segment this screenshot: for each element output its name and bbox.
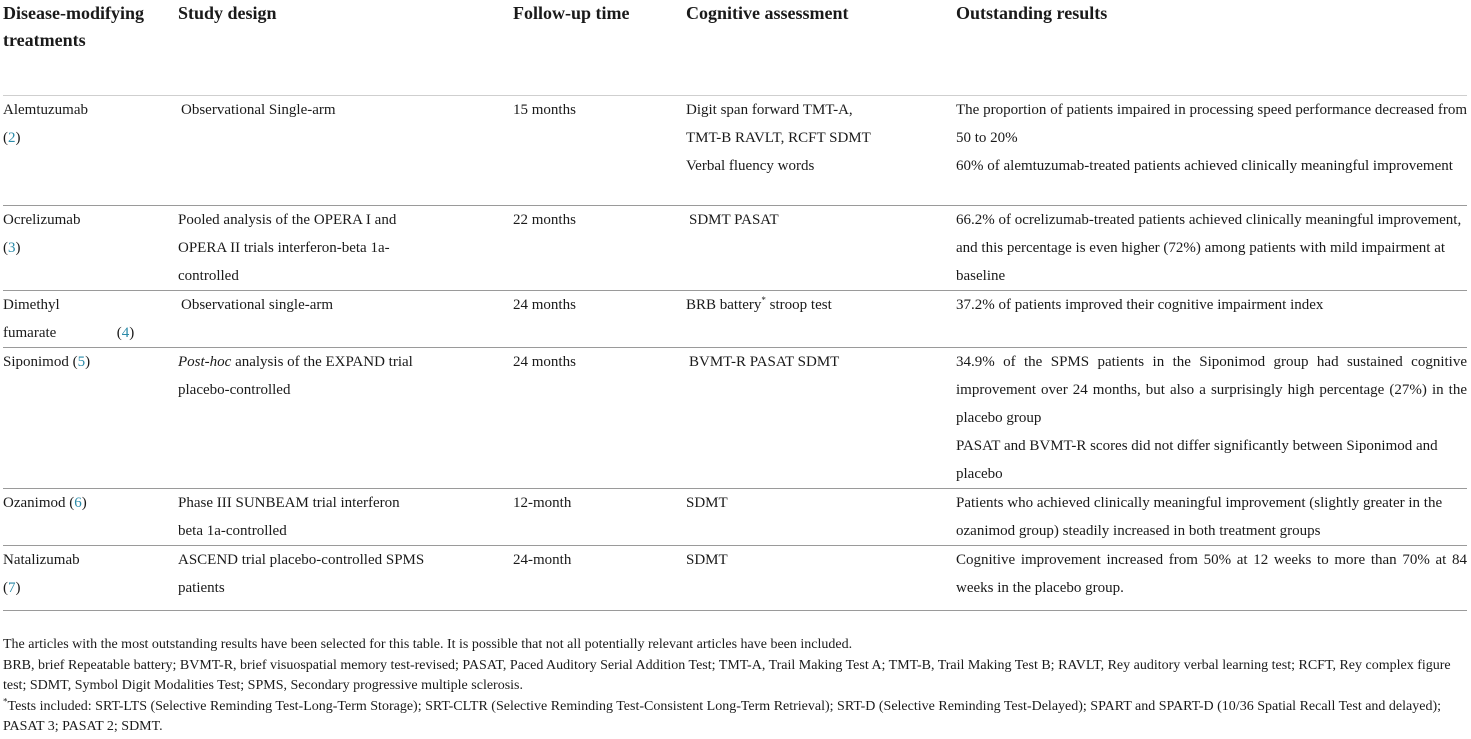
design-cell [178,206,513,291]
reference-link[interactable]: 6 [74,495,82,511]
reference-link[interactable]: 3 [8,240,16,256]
drug-name: Dimethyl fumarate [3,297,60,341]
result-paragraph: PASAT and BVMT-R scores did not differ significantly between Siponimod and placebo [956,438,1438,482]
cognitive-line: Verbal fluency words [686,158,815,174]
result-paragraph: Patients who achieved clinically meaningful improvement (slightly greater in the ozanimod group) steadily increased in both treatment groups [956,495,1443,539]
header-cognitive: Cognitive assessment [686,0,956,96]
followup-cell: 24 months [513,348,686,489]
cognitive-line: BVMT-R PASAT SDMT [689,354,840,370]
drug-cell: Alemtuzumab (2) [3,96,178,206]
table-row [3,96,1467,206]
header-design: Study design [178,0,513,96]
result-paragraph: 34.9% of the SPMS patients in the Siponimod group had sustained cognitive improvement over 24 months, but also a surprisingly high percentage (27%) in the placebo group [956,354,1467,426]
drug-name: Alemtuzumab [3,102,88,118]
footnote-abbreviations: BRB, brief Repeatable battery; BVMT-R, brief visuospatial memory test-revised; PASAT, Paced Auditory Serial Addition Test; TMT-A, Trail Making Test A; TMT-B, Trail Making Test B; RAVLT, Rey auditory verbal learning test; RCFT, Rey complex figure test; SDMT, Symbol Digit Modalities Test; SPMS, Secondary progressive multiple sclerosis. [3,657,1451,693]
dmt-table [3,0,1467,611]
reference-link[interactable]: 5 [77,354,86,370]
followup-cell: 12-month [513,489,686,546]
cognitive-cell [686,206,956,291]
drug-cell: Natalizumab (7) [3,546,178,611]
followup-cell: 24 months [513,291,686,348]
cognitive-line: Digit span forward TMT-A, [686,102,853,118]
result-paragraph: Cognitive improvement increased from 50% at 12 weeks to more than 70% at 84 weeks in the placebo group. [956,552,1467,596]
design-text: Observational single-arm [181,297,334,313]
cognitive-cell [686,291,956,348]
cognitive-cell: SDMT [686,489,956,546]
cognitive-cell [686,348,956,489]
results-cell [956,206,1467,291]
result-paragraph: 60% of alemtuzumab-treated patients achieved clinically meaningful improvement [956,158,1453,174]
design-cell [178,291,513,348]
cognitive-cell [686,96,956,206]
drug-name: Siponimod [3,354,69,370]
drug-cell: Ocrelizumab (3) [3,206,178,291]
header-dmt: Disease-modifying treatments [3,0,178,96]
design-text: Pooled analysis of the OPERA I and OPERA II trials interferon-beta 1a-controlled [178,212,397,284]
result-paragraph: 37.2% of patients improved their cognitive impairment index [956,297,1324,313]
followup-cell: 15 months [513,96,686,206]
results-cell [956,96,1467,206]
cognitive-line: SDMT PASAT [689,212,779,228]
drug-cell: Dimethyl fumarate (4) [3,291,178,348]
design-text: Observational Single-arm [181,102,336,118]
header-row [3,0,1467,96]
drug-name: Ozanimod [3,495,66,511]
design-text: Phase III SUNBEAM trial interferon beta 1a-controlled [178,495,400,539]
design-cell [178,348,513,489]
table-row [3,348,1467,489]
drug-name: Ocrelizumab [3,212,81,228]
cognitive-line: BRB battery [686,297,762,313]
design-text: analysis of the EXPAND trial placebo-controlled [178,354,413,398]
drug-name: Natalizumab [3,552,80,568]
results-cell [956,348,1467,489]
drug-cell: Ozanimod (6) [3,489,178,546]
design-cell [178,546,513,611]
design-italic: Post-hoc [178,354,232,370]
footnotes [3,635,1467,738]
followup-cell: 22 months [513,206,686,291]
drug-cell: Siponimod (5) [3,348,178,489]
cognitive-line: stroop test [769,297,832,313]
table-row [3,546,1467,611]
table-row [3,206,1467,291]
header-results: Outstanding results [956,0,1467,96]
result-paragraph: The proportion of patients impaired in processing speed performance decreased from 50 to 20% [956,102,1467,146]
design-text: ASCEND trial placebo-controlled SPMS patients [178,552,425,596]
footnote-star: * [3,695,8,706]
followup-cell: 24-month [513,546,686,611]
reference-link[interactable]: 7 [8,580,16,596]
header-followup: Follow-up time [513,0,686,96]
footnote-selection: The articles with the most outstanding results have been selected for this table. It is possible that not all potentially relevant articles have been included. [3,637,853,652]
table-row [3,291,1467,348]
results-cell [956,546,1467,611]
reference-link[interactable]: 4 [121,325,130,341]
results-cell [956,489,1467,546]
results-cell [956,291,1467,348]
footnote-tests-text: Tests included: SRT-LTS (Selective Reminding Test-Long-Term Storage); SRT-CLTR (Selective Reminding Test-Consistent Long-Term Retrieval); SRT-D (Selective Reminding Test-Delayed); SPART and SPART-D (10/36 Spatial Recall Test and delayed); PASAT 3; PASAT 2; SDMT. [3,698,1442,734]
reference-link[interactable]: 2 [8,130,16,146]
design-cell [178,96,513,206]
cognitive-cell: SDMT [686,546,956,611]
design-cell [178,489,513,546]
table-row [3,489,1467,546]
result-paragraph: 66.2% of ocrelizumab-treated patients achieved clinically meaningful improvement, and this percentage is even higher (72%) among patients with mild impairment at baseline [956,212,1462,284]
footnote-tests [3,697,1467,738]
footnote-star: * [761,295,766,305]
cognitive-line: TMT-B RAVLT, RCFT SDMT [686,130,871,146]
